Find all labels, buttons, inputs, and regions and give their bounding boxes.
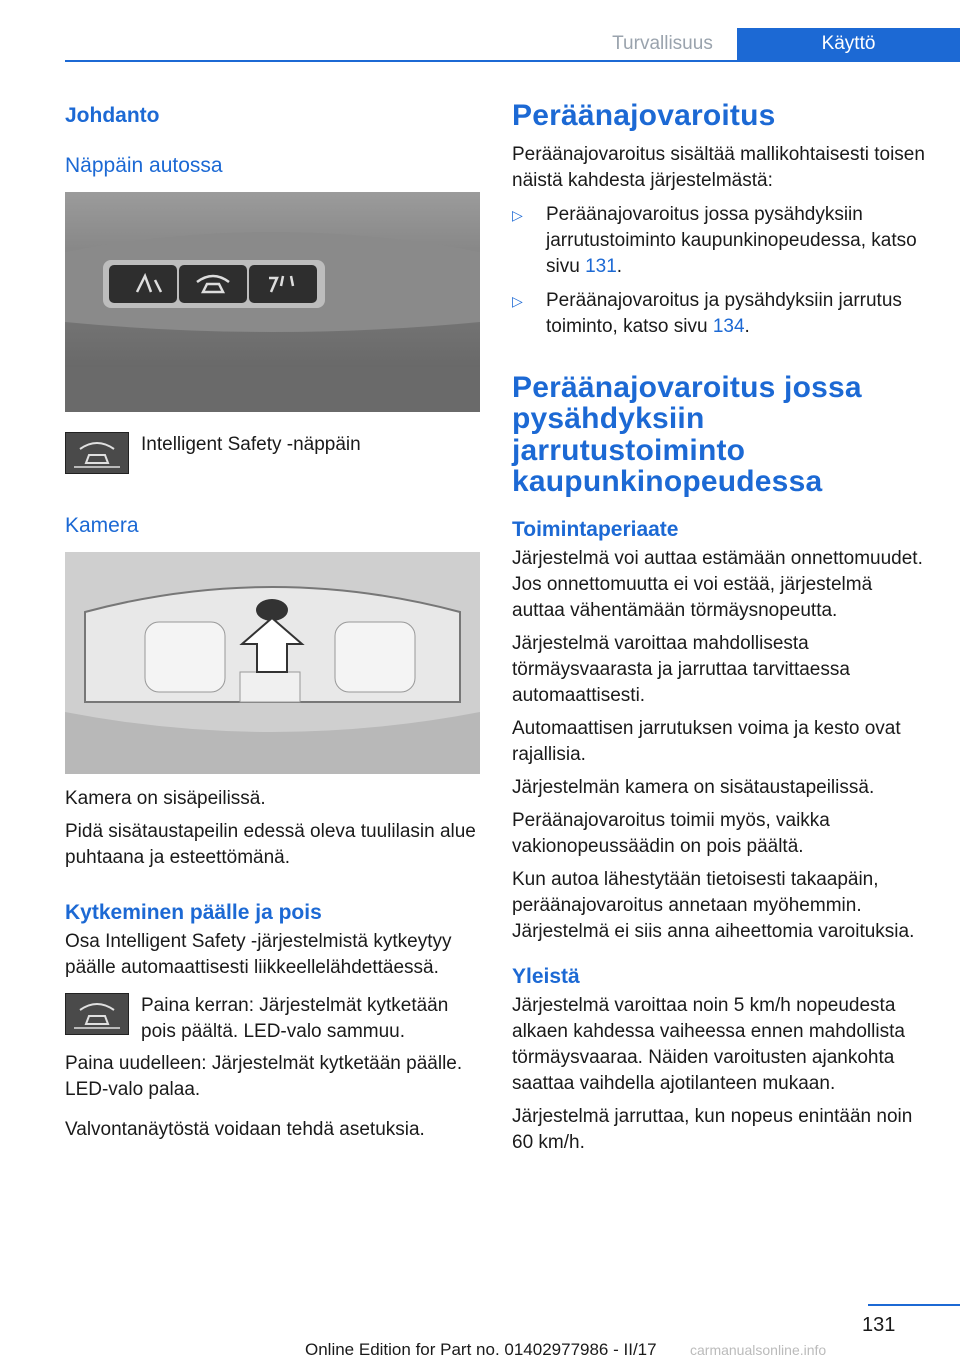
header-section-tab: Turvallisuus — [612, 33, 713, 54]
triangle-bullet-icon: ▷ — [512, 206, 523, 223]
left-column — [65, 100, 480, 1143]
heading-city-braking: Peräänajovaroitus jossa pysähdyksiin jarrutustoiminto kaupunkinopeudessa — [512, 370, 862, 498]
toiminta-paragraph-1: Järjestelmä voi auttaa estämään onnettomuudet. Jos onnettomuutta ei voi estää, järjestelmä auttaa vähentämään törmäysnopeutta. — [512, 547, 923, 621]
yleista-paragraph-2: Järjestelmä jarruttaa, kun nopeus enintään noin 60 km/h. — [512, 1105, 913, 1153]
button-panel-image — [65, 192, 480, 412]
heading-johdanto: Johdanto — [65, 104, 160, 127]
kytkeminen-paragraph-2: Paina uudelleen: Järjestelmät kytketään päälle. LED-valo palaa. — [65, 1053, 463, 1100]
header-rule — [65, 60, 960, 62]
camera-illustration — [65, 552, 480, 774]
page-link-134[interactable]: 134 — [712, 315, 745, 337]
bullet-2-dot: . — [744, 315, 750, 337]
right-column — [512, 100, 930, 1156]
heading-toimintaperiaate: Toimintaperiaate — [512, 517, 679, 541]
heading-nappain-autossa: Näppäin autossa — [65, 154, 223, 177]
system-list — [512, 202, 930, 340]
header-chapter-tab: Käyttö — [737, 28, 960, 60]
list-item — [512, 202, 930, 280]
intelligent-safety-icon — [65, 432, 129, 474]
heading-kytkeminen: Kytkeminen päälle ja pois — [65, 901, 322, 924]
kytkeminen-paragraph-3: Valvontanäytöstä voidaan tehdä asetuksia. — [65, 1119, 425, 1140]
toiminta-paragraph-3: Automaattisen jarrutuksen voima ja kesto ovat rajallisia. — [512, 717, 901, 765]
press-once-row — [65, 993, 480, 1045]
press-once-text: Paina kerran: Järjestelmät kytketään pois päältä. LED-valo sammuu. — [141, 995, 449, 1042]
watermark: carmanualsonline.info — [690, 1342, 827, 1358]
bullet-2-text: Peräänajovaroitus ja pysähdyksiin jarrutus toiminto, katso sivu — [546, 289, 902, 337]
button-panel-illustration — [65, 192, 480, 412]
kytkeminen-paragraph-1: Osa Intelligent Safety -järjestelmistä kytkeytyy päälle automaattisesti liikkeellelähdettäessä. — [65, 931, 452, 978]
page-number: 131 — [862, 1314, 896, 1336]
list-item — [512, 288, 930, 340]
intelligent-safety-row — [65, 432, 480, 474]
toiminta-paragraph-5: Peräänajovaroitus toimii myös, vaikka vakionopeussäädin on pois päältä. — [512, 809, 830, 857]
triangle-bullet-icon: ▷ — [512, 292, 523, 309]
toiminta-paragraph-4: Järjestelmän kamera on sisätaustapeilissä. — [512, 776, 875, 798]
kamera-paragraph-1: Kamera on sisäpeilissä. — [65, 788, 266, 809]
bullet-1-dot: . — [616, 255, 623, 277]
bullet-1-text: Peräänajovaroitus jossa pysähdyksiin jarrutustoiminto kaupunkinopeudessa, katso sivu — [546, 203, 917, 277]
toiminta-paragraph-6: Kun autoa lähestytään tietoisesti takaapäin, peräänajovaroitus annetaan myöhemmin. Järjestelmä ei siis anna aiheettomia varoituksia. — [512, 868, 915, 942]
intelligent-safety-caption: Intelligent Safety -näppäin — [141, 434, 361, 455]
page-link-131[interactable]: 131 — [585, 255, 617, 277]
toiminta-paragraph-2: Järjestelmä varoittaa mahdollisesta törmäysvaarasta ja jarruttaa tarvittaessa automaattisesti. — [512, 632, 850, 706]
heading-peraanajovaroitus: Peräänajovaroitus — [512, 99, 776, 132]
kamera-paragraph-2: Pidä sisätaustapeilin edessä oleva tuulilasin alue puhtaana ja esteettömänä. — [65, 821, 476, 868]
camera-image — [65, 552, 480, 774]
footer-rule — [868, 1304, 960, 1306]
heading-kamera: Kamera — [65, 514, 139, 537]
intro-paragraph: Peräänajovaroitus sisältää mallikohtaisesti toisen näistä kahdesta järjestelmästä: — [512, 143, 925, 191]
intelligent-safety-button-icon — [65, 993, 129, 1035]
edition-text: Online Edition for Part no. 01402977986 - II/17 — [305, 1340, 657, 1359]
heading-yleista: Yleistä — [512, 964, 580, 988]
yleista-paragraph-1: Järjestelmä varoittaa noin 5 km/h nopeudesta alkaen kahdessa vaiheessa ennen mahdollista törmäysvaaraa. Näiden varoitusten ajankohta saattaa vaihdella ajotilanteen mukaan. — [512, 994, 905, 1094]
